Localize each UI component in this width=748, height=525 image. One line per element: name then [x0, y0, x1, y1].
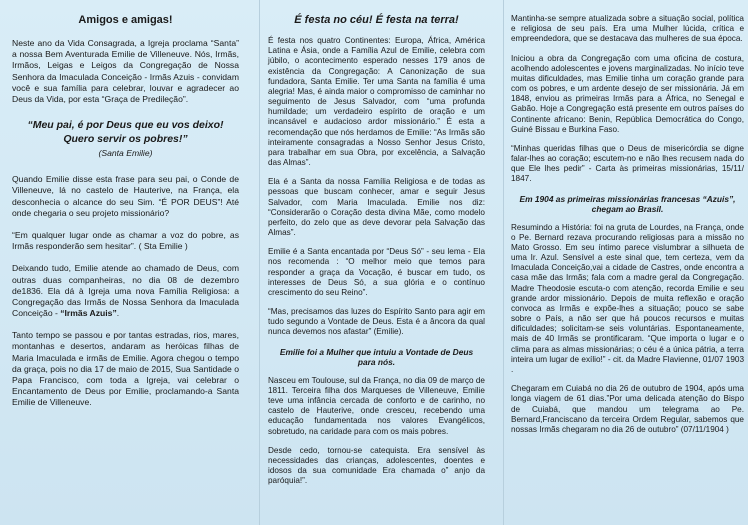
quote-text: “Meu pai, é por Deus que eu vos deixo! Quero servir os pobres!”	[27, 119, 224, 145]
arrival-paragraph: Chegaram em Cuiabá no dia 26 de outubro de 1904, após uma longa viagem de 61 dias.”Por uma delicada atenção do Bispo de Cuiabá, que mandou um telegrama ao Pe. Bernard,Franciscano da terceira Ordem Regular, sabemos que nossas Irmãs chegaram no dia 26 de outubro” (07/11/1904 )	[511, 384, 744, 434]
history-paragraph: Resumindo a História: foi na gruta de Lourdes, na França, onde o Pe. Bernard rezava procurando religiosas para a missão no Mato Grosso. Em seu íntimo parece vislumbrar a silhueta de uma Ir. Azul. Sensível a este sinal que, tem certeza, vem da Imaculada Conceição,vai a cidade de Castres, onde encontra a casa mãe das Irmãs; fala com a madre geral da Congregação. Madre Theodosie escuta-o com atenção, recorda Emilie e seu grande ardor missionário. Depois de muita reflexão e oração convoca as Irmãs e expõe-lhes a situação; pouco se sabe sobre o País, a não ser que há poucos recursos e muitas dificuldades; solicitam-se seis voluntárias. Espontaneamente, mais de 40 Irmãs se prontificaram. “Que importa o lugar e o clima para as almas missionárias; o céu é a única pátria, a terra inteira um lugar de exílio!” - cit. da Madre Flavienne, 01/07 1903 .	[511, 222, 744, 374]
emilie-quote	[12, 119, 239, 158]
voice-of-poor-paragraph: “Em qualquer lugar onde as chamar a voz do pobre, as Irmãs responderão sem hesitar”. ( Sta Emilie )	[12, 230, 239, 252]
quote-source: (Santa Emilie)	[98, 148, 153, 159]
letter-paragraph: “Minhas queridas filhas que o Deus de misericórdia se digne falar-lhes ao coração; escutem-no e não lhes recusem nada do que Ele lhes pedir” - Carta às primeiras missionárias, 15/11/ 1847.	[511, 143, 744, 184]
foundation-paragraph	[12, 263, 239, 319]
saint-family-paragraph: Ela é a Santa da nossa Família Religiosa e de todas as pessoas que buscam conhecer, amar e seguir Jesus Salvador, com Maria Imaculada. Emilie nos diz: “Considerarão o Coração desta divina Mãe, como modelo perfeito, do zelo que as deve devorar pela Salvação das Almas”.	[268, 177, 485, 238]
continents-paragraph: É festa nos quatro Continentes: Europa, África, América Latina e Ásia, onde a Família Azul de Emilie, celebra com júbilo, o acontecimento esperado nesses 179 anos de existência da Congregação: A Canonização de sua fundadora, Santa Emilie. Ter uma Santa na família é uma alegria! Mas, é ainda maior o compromisso de caminhar no seguimento de Jesus Salvador, com “uma profunda humildade; um verdadeiro espírito de oração e um incansável e audacioso ardor missionário.” É esta a recomendação que nós herdamos de Emilie: “As Irmãs são inteiramente consagradas a Nosso Senhor Jesus Cristo, para trabalhar em sua Obra, por excelência, a Salvação das Almas”.	[268, 36, 485, 168]
deus-so-paragraph: Emilie é a Santa encantada por “Deus Só” - seu lema - Ela nos recomenda : “O melhor meio que temos para responder a graça da Vocação, é buscar em tudo, os interesses de Deus Só, a sua glória e o contínuo crescimento do seu Reino”.	[268, 247, 485, 297]
canonization-paragraph: Tanto tempo se passou e por tantas estradas, rios, mares, montanhas e desertos, andaram as heróicas filhas de Maria Imaculada e irmãs de Emilie. Agora chegou o tempo da graça, pois no dia 17 de maio de 2015, Sua Santidade o Papa Francisco, com toda a Igreja, vai celebrar o Encantamento de Deus por Emilie, proclamando-a Santa Emilie de Villeneuve.	[12, 330, 239, 408]
father-paragraph: Quando Emilie disse esta frase para seu pai, o Conde de Villeneuve, lá no castelo de Hauterive, na França, ela desconhecia o alcance do seu Sim. “É POR DEUS”! Até onde chegaria o seu projeto missionário?	[12, 174, 239, 218]
intro-paragraph: Neste ano da Vida Consagrada, a Igreja proclama “Santa” a nossa Bem Aventurada Emilie de Villeneuve. Nós, Irmãs, Irmãos, Leigas e Leigos da Congregação de Nossa Senhora da Imaculada Conceição - Irmãs Azuis - convidam você e sua família para celebrar, louvar e agradecer ao Deus da Vida, por esta “Graça de Predileção”.	[12, 38, 239, 104]
birth-paragraph: Nasceu em Toulouse, sul da França, no dia 09 de março de 1811. Terceira filha dos Marqueses de Villeneuve, Emilie teve uma infância cercada de conforto e de carinho, no castelo de Hauterive, onde cresceu, recebendo uma educação fundamentada nos valores Evangélicos, sobretudo, na caridade para com os mais pobres.	[268, 375, 485, 436]
middle-subheading: Emilie foi a Mulher que intuiu a Vontade de Deus para nós.	[279, 346, 474, 368]
greeting-title: Amigos e amigas!	[78, 14, 173, 26]
foundation-text: Deixando tudo, Emilie atende ao chamado de Deus, com outras duas companheiras, no dia 08 de dezembro de1836. Ela dá à Igreja uma nova Família Religiosa: a Congregação das Irmãs de Nossa Senhora da Imaculada Conceição -	[12, 263, 239, 319]
holy-spirit-paragraph: “Mas, precisamos das luzes do Espírito Santo para agir em tudo segundo a Vontade de Deus. Esta é a âncora da qual nunca devemos nos afastar” (Emilie).	[268, 307, 485, 337]
celebration-title: É festa no céu! É festa na terra!	[294, 14, 459, 26]
column-right	[503, 0, 748, 525]
foundation-end: .	[116, 308, 120, 319]
congregation-work-paragraph: Iniciou a obra da Congregação com uma oficina de costura, acolhendo adolescentes e jovens marginalizadas. No início teve muitas dificuldades, mas Emilie tinha um coração grande para com os pobres, e um ardente desejo de ser missionária. Já em 1848, enviou as primeiras Irmãs para a África, no Senegal e Gabão. Hoje a Congregação está presente em outros países do Continente africano: Benin, República Democrática do Congo, Guiné Bissau e Burkina Faso.	[511, 53, 744, 134]
column-middle	[259, 0, 495, 525]
irmas-azuis-label: “Irmãs Azuis”	[60, 308, 117, 319]
brazil-subheading: Em 1904 as primeiras missionárias francesas “Azuis”, chegam ao Brasil.	[519, 193, 736, 215]
column-left	[0, 0, 249, 525]
social-awareness-paragraph: Mantinha-se sempre atualizada sobre a situação social, política e religiosa de seu país. Era uma Mulher lúcida, crítica e empreendedora, que se destacava das mulheres de sua época.	[511, 14, 744, 44]
catechist-paragraph: Desde cedo, tornou-se catequista. Era sensível às necessidades das crianças, adolescentes, doentes e idosos da sua comunidade Era chamada o” anjo da paróquia!”.	[268, 445, 485, 486]
